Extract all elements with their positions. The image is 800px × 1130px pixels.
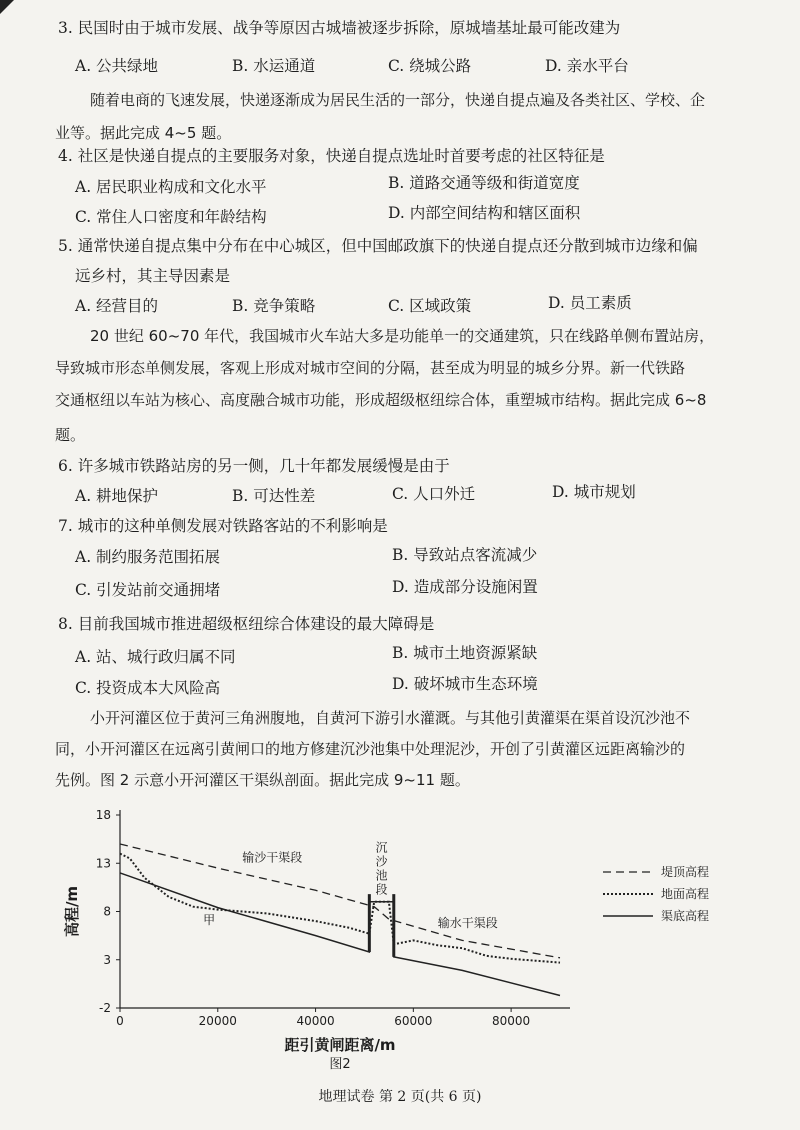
question-4-option-d: D. 内部空间结构和辖区面积 <box>388 204 581 222</box>
y-tick-label: 8 <box>103 904 111 919</box>
passage-3-line-1: 小开河灌区位于黄河三角洲腹地，自黄河下游引水灌溉。与其他引黄灌渠在渠首设沉沙池不 <box>90 709 691 727</box>
question-7-option-a: A. 制约服务范围拓展 <box>75 548 221 566</box>
passage-3-line-3: 先例。图 2 示意小开河灌区干渠纵剖面。据此完成 9~11 题。 <box>55 771 470 789</box>
question-8-option-b: B. 城市土地资源紧缺 <box>392 644 538 662</box>
y-tick-label: 3 <box>103 952 111 967</box>
question-3-option-d: D. 亲水平台 <box>545 57 629 75</box>
question-6-stem: 6. 许多城市铁路站房的另一侧，几十年都发展缓慢是由于 <box>58 457 450 475</box>
series-line-1 <box>120 844 560 958</box>
question-5-stem-line-2: 远乡村，其主导因素是 <box>75 267 231 285</box>
chart-annotations <box>203 841 498 957</box>
question-5-option-d: D. 员工素质 <box>548 294 632 312</box>
passage-2-line-1: 20 世纪 60~70 年代，我国城市火车站大多是功能单一的交通建筑，只在线路单侧布置站房， <box>90 327 715 345</box>
question-3-option-a: A. 公共绿地 <box>75 57 159 75</box>
annotation-basin-char: 段 <box>375 882 388 897</box>
y-tick-label: 18 <box>95 808 111 822</box>
question-4-option-a: A. 居民职业构成和文化水平 <box>75 178 267 196</box>
question-5-option-c: C. 区域政策 <box>388 297 472 315</box>
question-5-stem-line-1: 5. 通常快递自提点集中分布在中心城区，但中国邮政旗下的快递自提点还分散到城市边缘和偏 <box>58 237 698 255</box>
page-footer: 地理试卷 第 2 页(共 6 页) <box>318 1089 482 1105</box>
annotation-point-jia: 甲 <box>203 913 216 928</box>
question-6-option-c: C. 人口外迁 <box>392 485 476 503</box>
question-8-option-d: D. 破坏城市生态环境 <box>392 675 538 693</box>
annotation-basin-char: 沉 <box>375 840 388 855</box>
question-5-option-a: A. 经营目的 <box>75 297 159 315</box>
y-tick-label: 13 <box>95 856 111 871</box>
x-tick-label: 80000 <box>492 1014 531 1028</box>
annotation-basin-char: 池 <box>375 868 388 883</box>
basin-wall-right <box>392 894 395 957</box>
x-tick-label: 20000 <box>198 1014 237 1028</box>
figure-2-canal-profile-chart <box>55 800 775 1070</box>
question-8-stem: 8. 目前我国城市推进超级枢纽综合体建设的最大障碍是 <box>58 615 435 633</box>
passage-3-line-2: 同，小开河灌区在远离引黄闸口的地方修建沉沙池集中处理泥沙，开创了引黄灌区远距离输沙的 <box>55 740 686 758</box>
chart-legend <box>603 864 709 923</box>
question-7-option-c: C. 引发站前交通拥堵 <box>75 581 221 599</box>
passage-2-line-3: 交通枢纽以车站为核心、高度融合城市功能，形成超级枢纽综合体，重塑城市结构。据此完成 6~8 <box>55 391 707 409</box>
question-6-option-a: A. 耕地保护 <box>75 487 159 505</box>
x-tick-label: 60000 <box>394 1014 433 1028</box>
passage-2-line-2: 导致城市形态单侧发展，客观上形成对城市空间的分隔，甚至成为明显的城乡分界。新一代铁路 <box>55 359 686 377</box>
question-5-option-b: B. 竞争策略 <box>232 297 316 315</box>
question-7-stem: 7. 城市的这种单侧发展对铁路客站的不利影响是 <box>58 517 388 535</box>
x-tick-label: 40000 <box>296 1014 335 1028</box>
legend-label-3: 渠底高程 <box>661 909 710 923</box>
x-tick-label: 0 <box>116 1014 124 1028</box>
passage-2-line-4: 题。 <box>55 426 86 444</box>
annotation-basin-char: 沙 <box>375 854 388 869</box>
question-7-option-d: D. 造成部分设施闲置 <box>392 578 538 596</box>
question-8-option-c: C. 投资成本大风险高 <box>75 679 221 697</box>
question-3-stem: 3. 民国时由于城市发展、战争等原因古城墙被逐步拆除，原城墙基址最可能改建为 <box>58 19 621 37</box>
question-3-option-b: B. 水运通道 <box>232 57 316 75</box>
annotation-water-canal: 输水干渠段 <box>437 915 498 930</box>
y-axis-title: 高程/m <box>63 885 81 938</box>
legend-label-1: 堤顶高程 <box>661 865 710 879</box>
question-3-option-c: C. 绕城公路 <box>388 57 472 75</box>
series-line-2 <box>120 854 560 963</box>
x-axis-title: 距引黄闸距离/m <box>284 1036 396 1054</box>
legend-label-2: 地面高程 <box>661 887 710 901</box>
passage-1-line-2: 业等。据此完成 4~5 题。 <box>55 124 232 142</box>
basin-wall-left <box>368 894 371 952</box>
passage-1-line-1: 随着电商的飞速发展，快递逐渐成为居民生活的一部分，快递自提点遍及各类社区、学校、企 <box>90 91 706 109</box>
question-4-option-c: C. 常住人口密度和年龄结构 <box>75 208 267 226</box>
question-6-option-b: B. 可达性差 <box>232 487 316 505</box>
chart-axes <box>63 808 570 1070</box>
question-8-option-a: A. 站、城行政归属不同 <box>75 648 236 666</box>
question-4-stem: 4. 社区是快递自提点的主要服务对象，快递自提点选址时首要考虑的社区特征是 <box>58 147 605 165</box>
question-7-option-b: B. 导致站点客流减少 <box>392 546 538 564</box>
question-6-option-d: D. 城市规划 <box>552 483 636 501</box>
annotation-sediment-canal: 输沙干渠段 <box>242 850 303 865</box>
page-corner-mark <box>0 0 14 14</box>
chart-title: 图2 <box>329 1057 351 1070</box>
y-tick-label: -2 <box>99 1001 111 1015</box>
question-4-option-b: B. 道路交通等级和街道宽度 <box>388 174 580 192</box>
series-line-3 <box>120 873 560 996</box>
